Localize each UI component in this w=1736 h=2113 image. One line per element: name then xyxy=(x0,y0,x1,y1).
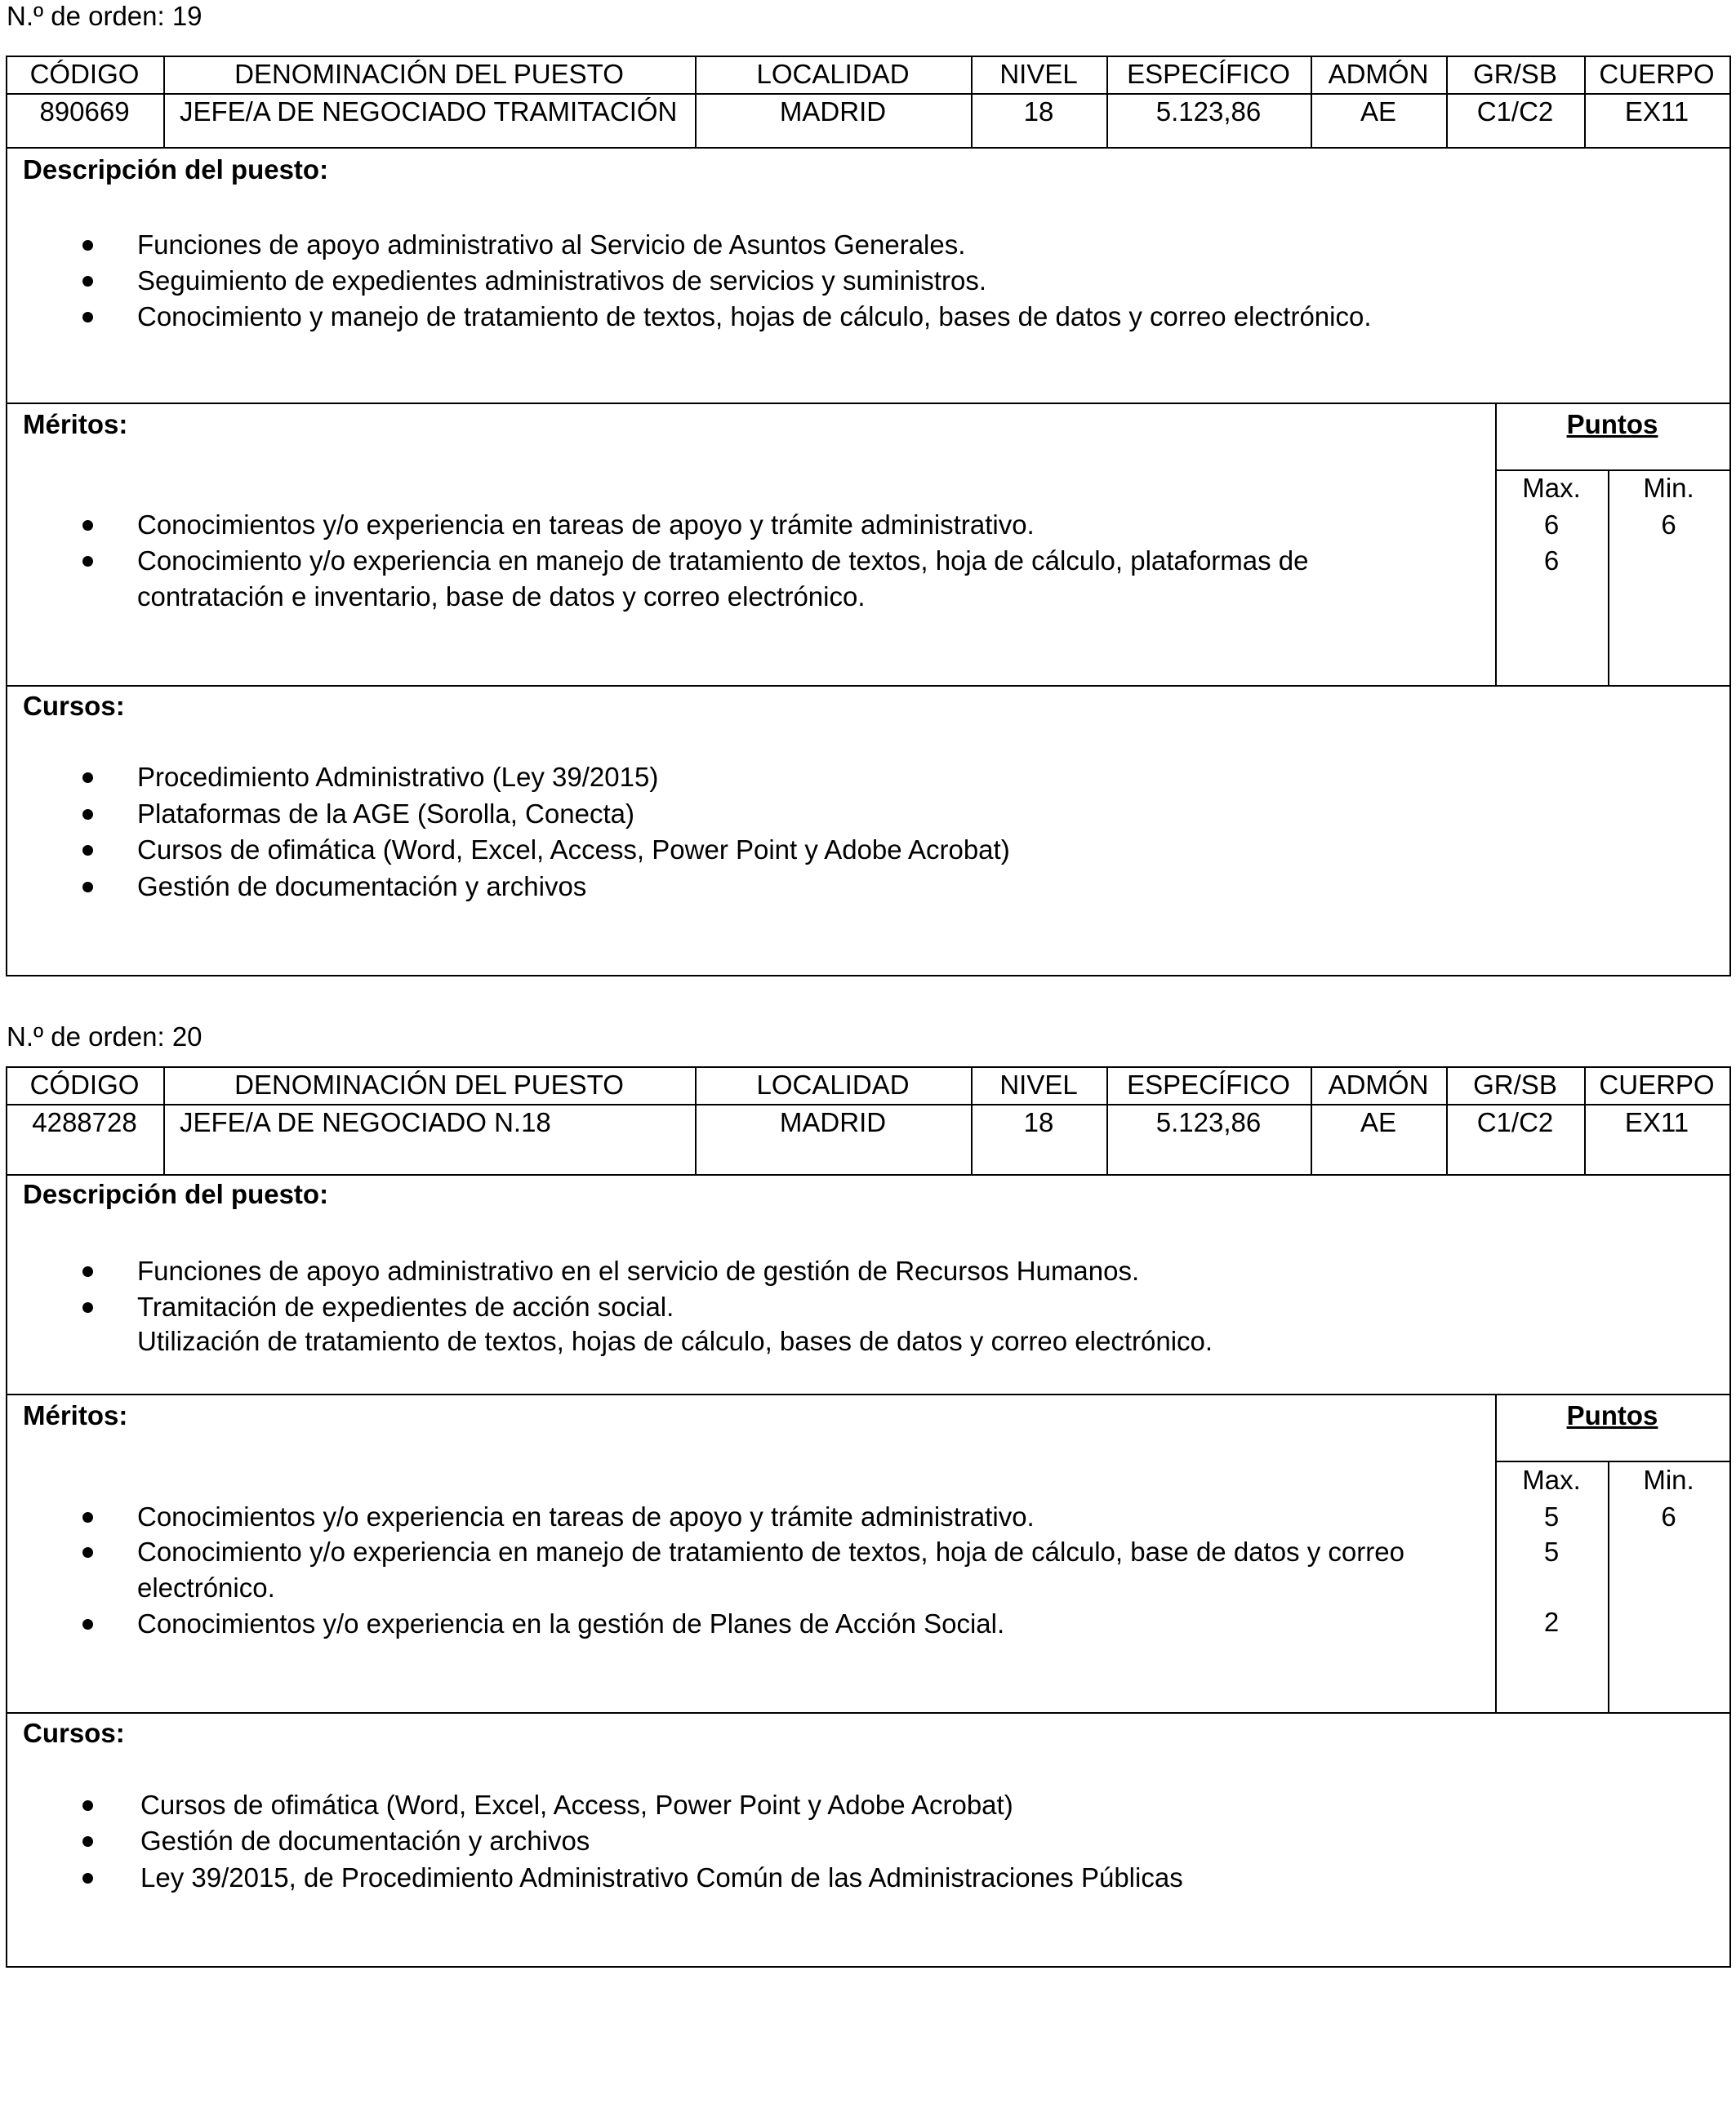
puntos-title: Puntos xyxy=(1566,409,1658,439)
merito-item: contratación e inventario, base de datos y correo electrónico. xyxy=(137,581,866,612)
table-top-border xyxy=(6,1066,1731,1068)
bullet-icon xyxy=(82,1512,93,1523)
bullet-icon xyxy=(82,1873,93,1884)
bullet-icon xyxy=(82,1302,93,1313)
curso-item: Plataformas de la AGE (Sorolla, Conecta) xyxy=(137,798,634,829)
table-header-border xyxy=(6,93,1731,95)
header-especifico: ESPECÍFICO xyxy=(1127,59,1290,89)
descripcion-item: Funciones de apoyo administrativo al Servicio de Asuntos Generales. xyxy=(137,229,966,260)
box-left-border xyxy=(6,147,7,976)
header-nivel: NIVEL xyxy=(999,59,1078,89)
cell-admon: AE xyxy=(1360,1107,1397,1137)
cell-denominacion: JEFE/A DE NEGOCIADO TRAMITACIÓN xyxy=(180,96,678,127)
cell-nivel: 18 xyxy=(1023,96,1054,127)
bullet-icon xyxy=(82,1800,93,1811)
meritos-title: Méritos: xyxy=(23,1400,128,1430)
section-divider xyxy=(6,1394,1731,1395)
cell-localidad: MADRID xyxy=(779,1107,887,1137)
header-denominacion: DENOMINACIÓN DEL PUESTO xyxy=(234,59,624,89)
cell-cuerpo: EX11 xyxy=(1624,96,1689,127)
curso-item: Cursos de ofimática (Word, Excel, Access, Power Point y Adobe Acrobat) xyxy=(137,834,1010,865)
bullet-icon xyxy=(82,1266,93,1277)
bullet-icon xyxy=(82,276,93,287)
header-especifico: ESPECÍFICO xyxy=(1127,1070,1290,1100)
cell-especifico: 5.123,86 xyxy=(1155,1107,1262,1137)
header-admon: ADMÓN xyxy=(1328,59,1429,89)
merito-item: Conocimientos y/o experiencia en la gestión de Planes de Acción Social. xyxy=(137,1608,1005,1639)
header-gr-sb: GR/SB xyxy=(1473,59,1557,89)
header-codigo: CÓDIGO xyxy=(29,59,140,89)
min-value: 6 xyxy=(1661,1501,1676,1532)
bullet-icon xyxy=(82,520,93,531)
merito-item: electrónico. xyxy=(137,1573,275,1603)
max-label: Max. xyxy=(1522,473,1581,503)
section-divider xyxy=(6,685,1731,687)
max-value: 6 xyxy=(1543,509,1560,540)
cursos-title: Cursos: xyxy=(23,1718,125,1748)
header-cuerpo: CUERPO xyxy=(1599,1070,1715,1100)
orden-label: N.º de orden: 19 xyxy=(7,1,203,31)
descripcion-title: Descripción del puesto: xyxy=(23,1179,329,1209)
curso-item: Procedimiento Administrativo (Ley 39/2015) xyxy=(137,762,659,792)
section-divider xyxy=(6,1712,1731,1714)
header-admon: ADMÓN xyxy=(1328,1070,1429,1100)
descripcion-item: Utilización de tratamiento de textos, hojas de cálculo, bases de datos y correo electrónico. xyxy=(137,1326,1213,1356)
bullet-icon xyxy=(82,240,93,251)
max-value: 5 xyxy=(1543,1501,1560,1532)
cell-gr-sb: C1/C2 xyxy=(1476,1107,1554,1137)
table-top-border xyxy=(6,56,1731,57)
descripcion-item: Conocimiento y manejo de tratamiento de textos, hojas de cálculo, bases de datos y correo electrónico. xyxy=(137,301,1372,331)
bullet-icon xyxy=(82,312,93,323)
table-header-border xyxy=(6,1104,1731,1105)
puntos-header-border xyxy=(1495,469,1731,471)
header-denominacion: DENOMINACIÓN DEL PUESTO xyxy=(234,1070,624,1100)
table-column-border xyxy=(1729,56,1731,149)
merito-item: Conocimiento y/o experiencia en manejo de tratamiento de textos, hoja de cálculo, plataformas de xyxy=(137,545,1309,576)
table-row-border xyxy=(6,147,1731,149)
orden-label: N.º de orden: 20 xyxy=(7,1021,203,1052)
bullet-icon xyxy=(82,809,93,820)
puntos-max-min-border xyxy=(1608,1461,1609,1714)
header-nivel: NIVEL xyxy=(999,1070,1078,1100)
descripcion-item: Funciones de apoyo administrativo en el servicio de gestión de Recursos Humanos. xyxy=(137,1256,1140,1286)
min-value: 6 xyxy=(1661,509,1676,540)
max-value: 6 xyxy=(1543,545,1560,576)
table-column-border xyxy=(1729,1066,1731,1176)
descripcion-item: Tramitación de expedientes de acción social. xyxy=(137,1292,674,1322)
curso-item: Gestión de documentación y archivos xyxy=(137,871,587,901)
cell-cuerpo: EX11 xyxy=(1624,1107,1689,1137)
bullet-icon xyxy=(82,882,93,892)
table-row-border xyxy=(6,1174,1731,1176)
meritos-title: Méritos: xyxy=(23,409,128,439)
bullet-icon xyxy=(82,772,93,783)
bullet-icon xyxy=(82,845,93,856)
box-bottom-border xyxy=(6,975,1731,976)
header-gr-sb: GR/SB xyxy=(1473,1070,1557,1100)
header-cuerpo: CUERPO xyxy=(1599,59,1715,89)
merito-item: Conocimientos y/o experiencia en tareas de apoyo y trámite administrativo. xyxy=(137,509,1035,540)
bullet-icon xyxy=(82,556,93,567)
descripcion-title: Descripción del puesto: xyxy=(23,154,329,185)
max-label: Max. xyxy=(1522,1465,1581,1495)
box-bottom-border xyxy=(6,1966,1731,1968)
bullet-icon xyxy=(82,1836,93,1847)
cell-codigo: 890669 xyxy=(39,96,130,127)
max-value: 5 xyxy=(1543,1537,1560,1567)
max-value: 2 xyxy=(1543,1607,1560,1637)
descripcion-item: Seguimiento de expedientes administrativos de servicios y suministros. xyxy=(137,265,986,296)
curso-item: Cursos de ofimática (Word, Excel, Access, Power Point y Adobe Acrobat) xyxy=(140,1790,1013,1820)
curso-item: Ley 39/2015, de Procedimiento Administrativo Común de las Administraciones Públicas xyxy=(140,1862,1183,1893)
min-label: Min. xyxy=(1643,473,1694,503)
box-right-border xyxy=(1729,1174,1731,1968)
cursos-title: Cursos: xyxy=(23,691,125,721)
curso-item: Gestión de documentación y archivos xyxy=(140,1826,590,1856)
cell-denominacion: JEFE/A DE NEGOCIADO N.18 xyxy=(180,1107,551,1137)
cell-nivel: 18 xyxy=(1023,1107,1054,1137)
cell-codigo: 4288728 xyxy=(32,1107,137,1137)
section-divider xyxy=(6,403,1731,404)
header-localidad: LOCALIDAD xyxy=(756,59,910,89)
header-codigo: CÓDIGO xyxy=(29,1070,140,1100)
merito-item: Conocimientos y/o experiencia en tareas de apoyo y trámite administrativo. xyxy=(137,1501,1035,1532)
min-label: Min. xyxy=(1643,1465,1694,1495)
cell-especifico: 5.123,86 xyxy=(1155,96,1262,127)
merito-item: Conocimiento y/o experiencia en manejo de tratamiento de textos, hoja de cálculo, base de datos y correo xyxy=(137,1537,1404,1567)
bullet-icon xyxy=(82,1619,93,1630)
header-localidad: LOCALIDAD xyxy=(756,1070,910,1100)
box-left-border xyxy=(6,1174,7,1968)
puntos-header-border xyxy=(1495,1461,1731,1462)
box-right-border xyxy=(1729,147,1731,976)
puntos-title: Puntos xyxy=(1566,1400,1658,1430)
cell-admon: AE xyxy=(1360,96,1397,127)
cell-gr-sb: C1/C2 xyxy=(1476,96,1554,127)
cell-localidad: MADRID xyxy=(779,96,887,127)
bullet-icon xyxy=(82,1547,93,1558)
